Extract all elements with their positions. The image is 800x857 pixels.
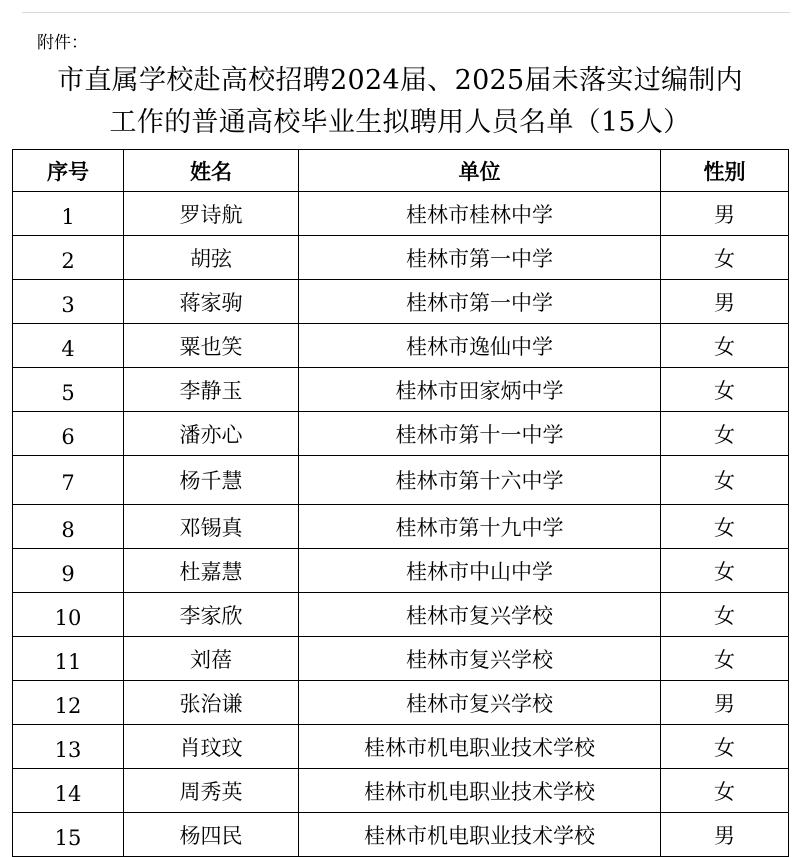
row-unit: 桂林市机电职业技术学校 <box>299 769 661 813</box>
row-gender: 女 <box>661 456 789 505</box>
row-unit: 桂林市复兴学校 <box>299 637 661 681</box>
row-name: 罗诗航 <box>124 192 299 236</box>
row-gender: 男 <box>661 681 789 725</box>
row-gender: 女 <box>661 725 789 769</box>
row-unit: 桂林市第十一中学 <box>299 412 661 456</box>
table-row <box>13 681 789 725</box>
row-unit: 桂林市机电职业技术学校 <box>299 813 661 857</box>
row-name: 李家欣 <box>124 593 299 637</box>
row-name: 杜嘉慧 <box>124 549 299 593</box>
row-index: 11 <box>13 637 124 681</box>
row-name: 张治谦 <box>124 681 299 725</box>
row-name: 杨千慧 <box>124 456 299 505</box>
row-unit: 桂林市机电职业技术学校 <box>299 725 661 769</box>
row-unit: 桂林市逸仙中学 <box>299 324 661 368</box>
table-row <box>13 813 789 857</box>
row-index: 4 <box>13 324 124 368</box>
row-gender: 女 <box>661 505 789 549</box>
row-index: 2 <box>13 236 124 280</box>
header-gender: 性别 <box>661 150 789 192</box>
row-index: 10 <box>13 593 124 637</box>
attachment-label: 附件： <box>37 33 88 53</box>
header-unit: 单位 <box>299 150 661 192</box>
row-unit: 桂林市第一中学 <box>299 236 661 280</box>
row-unit: 桂林市复兴学校 <box>299 681 661 725</box>
row-gender: 女 <box>661 593 789 637</box>
table-row <box>13 637 789 681</box>
table-row <box>13 549 789 593</box>
header-name: 姓名 <box>124 150 299 192</box>
row-unit: 桂林市田家炳中学 <box>299 368 661 412</box>
row-index: 9 <box>13 549 124 593</box>
table-row <box>13 725 789 769</box>
row-name: 胡弦 <box>124 236 299 280</box>
row-name: 李静玉 <box>124 368 299 412</box>
row-gender: 女 <box>661 637 789 681</box>
table-header-row <box>13 150 789 192</box>
table-row <box>13 368 789 412</box>
table-row <box>13 769 789 813</box>
row-gender: 女 <box>661 236 789 280</box>
table-row <box>13 505 789 549</box>
row-name: 邓锡真 <box>124 505 299 549</box>
row-name: 潘亦心 <box>124 412 299 456</box>
row-unit: 桂林市桂林中学 <box>299 192 661 236</box>
row-index: 1 <box>13 192 124 236</box>
row-name: 粟也笑 <box>124 324 299 368</box>
row-gender: 女 <box>661 324 789 368</box>
table-row <box>13 280 789 324</box>
row-gender: 女 <box>661 549 789 593</box>
row-index: 8 <box>13 505 124 549</box>
personnel-table <box>12 149 789 857</box>
row-unit: 桂林市第十六中学 <box>299 456 661 505</box>
row-name: 刘蓓 <box>124 637 299 681</box>
table-row <box>13 324 789 368</box>
row-index: 14 <box>13 769 124 813</box>
table-row <box>13 236 789 280</box>
row-gender: 女 <box>661 412 789 456</box>
row-gender: 男 <box>661 192 789 236</box>
row-index: 13 <box>13 725 124 769</box>
row-unit: 桂林市复兴学校 <box>299 593 661 637</box>
row-name: 蒋家驹 <box>124 280 299 324</box>
row-name: 肖玟玟 <box>124 725 299 769</box>
row-index: 7 <box>13 456 124 505</box>
row-gender: 男 <box>661 280 789 324</box>
row-gender: 女 <box>661 769 789 813</box>
row-index: 15 <box>13 813 124 857</box>
row-gender: 女 <box>661 368 789 412</box>
row-name: 周秀英 <box>124 769 299 813</box>
row-gender: 男 <box>661 813 789 857</box>
document-title <box>0 60 800 144</box>
row-unit: 桂林市中山中学 <box>299 549 661 593</box>
table-row <box>13 412 789 456</box>
table-row <box>13 456 789 505</box>
row-index: 6 <box>13 412 124 456</box>
table-row <box>13 192 789 236</box>
row-unit: 桂林市第一中学 <box>299 280 661 324</box>
table-body <box>13 192 789 857</box>
title-line-1: 市直属学校赴高校招聘2024届、2025届未落实过编制内 <box>57 65 743 96</box>
table-row <box>13 593 789 637</box>
row-name: 杨四民 <box>124 813 299 857</box>
row-index: 5 <box>13 368 124 412</box>
row-index: 12 <box>13 681 124 725</box>
title-line-2: 工作的普通高校毕业生拟聘用人员名单（15人） <box>109 107 691 138</box>
row-index: 3 <box>13 280 124 324</box>
top-divider <box>22 12 790 13</box>
header-index: 序号 <box>13 150 124 192</box>
row-unit: 桂林市第十九中学 <box>299 505 661 549</box>
